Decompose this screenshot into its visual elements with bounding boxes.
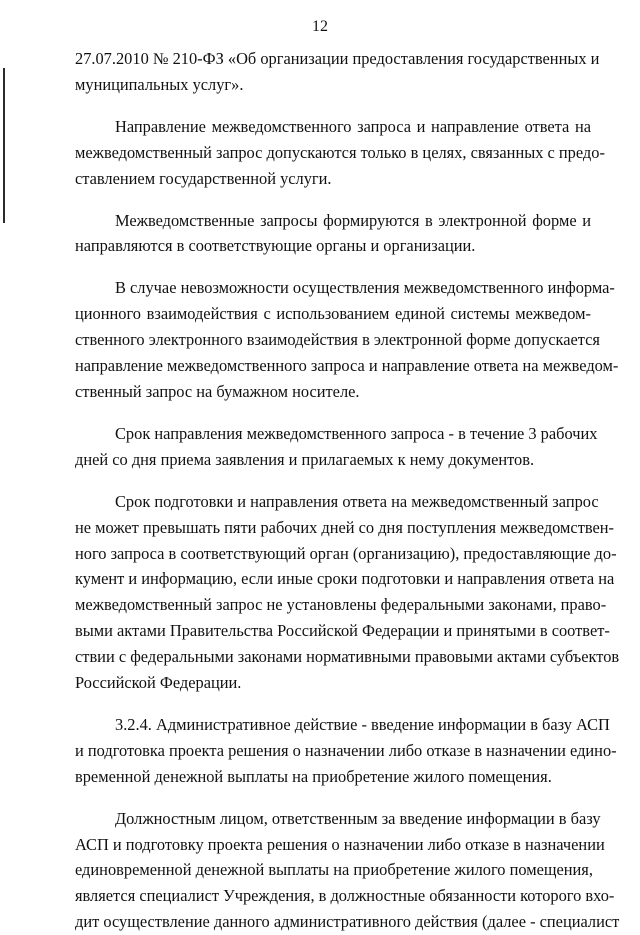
text-line: Направление межведомственного запроса и направление ответа на (115, 116, 591, 136)
text-line: В случае невозможности осуществления межведомственного информа- (115, 278, 615, 298)
paragraph-gap (75, 259, 591, 275)
text-line: выми актами Правительства Российской Федерации и принятыми в соответ- (75, 621, 610, 641)
paragraph (75, 806, 620, 935)
paragraph-gap (75, 405, 591, 421)
paragraph (75, 712, 617, 790)
text-line: муниципальных услуг». (75, 74, 244, 94)
margin-scan-line (3, 68, 5, 223)
paragraph (75, 421, 598, 473)
text-line: ного запроса в соответствующий орган (организацию), предоставляющие до- (75, 543, 617, 563)
text-line: кумент и информацию, если иные сроки подготовки и направления ответа на (75, 569, 615, 589)
text-line: 3.2.4. Административное действие - введение информации в базу АСП (115, 714, 610, 734)
text-line: единовременной денежной выплаты на приобретение жилого помещения, (75, 860, 593, 880)
paragraph-gap (75, 473, 591, 489)
text-line: межведомственный запрос допускаются только в целях, связанных с предо- (75, 142, 605, 162)
text-line: Срок подготовки и направления ответа на межведомственный запрос (115, 491, 599, 511)
text-line: дней со дня приема заявления и прилагаемых к нему документов. (75, 449, 535, 469)
paragraph-gap (75, 98, 591, 114)
paragraph (75, 489, 620, 696)
text-line: и подготовка проекта решения о назначении либо отказе в назначении едино- (75, 740, 617, 760)
paragraph (75, 275, 619, 405)
text-line: ственного электронного взаимодействия в электронной форме допускается (75, 330, 600, 350)
paragraph-gap (75, 696, 591, 712)
text-line: Российской Федерации. (75, 673, 242, 693)
text-line: ственный запрос на бумажном носителе. (75, 381, 360, 401)
text-line: ционного взаимодействия с использованием единой системы межведом- (75, 304, 591, 324)
text-line: является специалист Учреждения, в должностные обязанности которого вхо- (75, 886, 615, 906)
paragraph-gap (75, 192, 591, 208)
text-line: Должностным лицом, ответственным за введение информации в базу (115, 808, 601, 828)
text-line: межведомственный запрос не установлены федеральными законами, право- (75, 595, 607, 615)
paragraph (75, 208, 591, 260)
paragraph-gap (75, 790, 591, 806)
text-line: Срок направления межведомственного запроса - в течение 3 рабочих (115, 423, 598, 443)
text-line: ствии с федеральными законами нормативными правовыми актами субъектов (75, 647, 620, 667)
text-line: дит осуществление данного административного действия (далее - специалист (75, 912, 620, 932)
paragraph (75, 114, 605, 192)
text-line: 27.07.2010 № 210-ФЗ «Об организации предоставления государственных и (75, 49, 600, 68)
paragraph (75, 46, 600, 98)
text-line: не может превышать пяти рабочих дней со дня поступления межведомствен- (75, 517, 615, 537)
text-line: АСП и подготовку проекта решения о назначении либо отказе в назначении (75, 834, 605, 854)
text-line: временной денежной выплаты на приобретение жилого помещения. (75, 766, 552, 786)
text-line: Межведомственные запросы формируются в электронной форме и (115, 210, 591, 230)
text-line: направляются в соответствующие органы и организации. (75, 236, 476, 256)
document-body (75, 46, 620, 935)
text-line: ставлением государственной услуги. (75, 168, 332, 188)
text-line: направление межведомственного запроса и направление ответа на межведом- (75, 356, 619, 376)
page-number: 12 (312, 18, 328, 35)
